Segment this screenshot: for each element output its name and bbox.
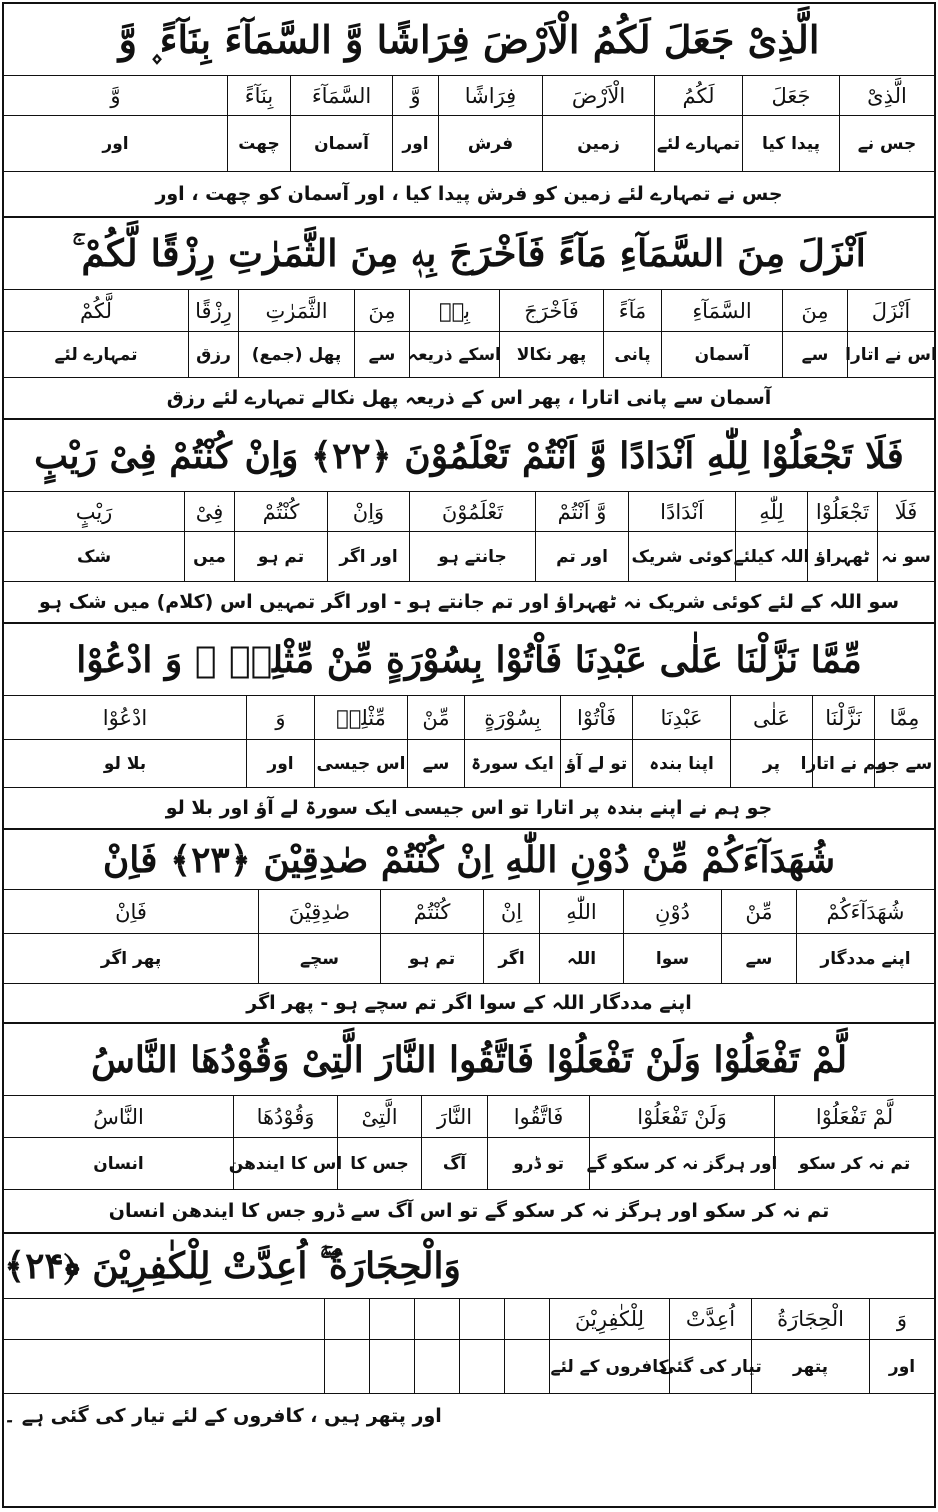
meaning-cell: اور [869, 1340, 934, 1393]
word-row [4, 492, 934, 532]
empty-cell [369, 1299, 414, 1339]
meaning-cell: اللہ کیلئے [735, 532, 807, 581]
word-cell: مِنَ [354, 290, 409, 331]
word-cell: فَلَا [877, 492, 934, 531]
meaning-cell: پیدا کیا [742, 116, 839, 171]
word-cell: لِلّٰهِ [735, 492, 807, 531]
word-cell: السَّمَآءَ [290, 76, 392, 115]
word-cell: النَّارَ [421, 1096, 487, 1137]
meaning-cell: ایک سورۃ [464, 740, 560, 787]
meaning-cell: شک [76, 546, 112, 567]
meaning-cell: اور تم [535, 532, 628, 581]
word-cell: تَجْعَلُوْا [807, 492, 877, 531]
translation-line: آسمان سے پانی اتارا ، پھر اس کے ذریعہ پھل نکالے تمہارے لئے رزق [166, 387, 772, 409]
ayah-text: لَّمْ تَفْعَلُوْا وَلَنْ تَفْعَلُوْا فَاتَّقُوا النَّارَ الَّتِیْ وَقُوْدُهَا النَّاسُ [4, 1024, 934, 1096]
word-cell: مِّنْ [721, 890, 796, 933]
meaning-cell: اور [102, 133, 129, 154]
meaning-cell: اور [392, 116, 438, 171]
translation-line: سو اللہ کے لئے کوئی شریک نہ ٹھہراؤ اور تم جانتے ہو - اور اگر تمہیں اس (کلام) میں شک ہو [38, 591, 900, 613]
ayah-text: وَالْحِجَارَةُ ۖۚ اُعِدَّتْ لِلْكٰفِرِیْنَ ﴿۲۴﴾ [4, 1244, 461, 1287]
ayah-text: الَّذِیْ جَعَلَ لَكُمُ الْاَرْضَ فِرَاشًا وَّ السَّمَآءَ بِنَآءً ۪ وَّ [4, 4, 934, 76]
meaning-cell: تم ہو [380, 934, 483, 983]
meaning-cell: چھت [227, 116, 290, 171]
word-cell: كُنْتُمْ [234, 492, 327, 531]
meaning-cell: ٹھہراؤ [807, 532, 877, 581]
meaning-cell: اگر [483, 934, 539, 983]
word-cell: وَّ [392, 76, 438, 115]
meaning-cell: سے [407, 740, 464, 787]
meaning-cell: سے [354, 332, 409, 377]
ayah-block-2 [4, 218, 937, 420]
ayah-text: اَنْزَلَ مِنَ السَّمَآءِ مَآءً فَاَخْرَجَ بِهٖ مِنَ الثَّمَرٰتِ رِزْقًا لَّكُمْ ۚ [4, 218, 934, 290]
word-cell: الَّذِیْ [839, 76, 934, 115]
word-cell: الْاَرْضَ [542, 76, 654, 115]
meaning-cell: سوا [623, 934, 721, 983]
word-cell: مَآءً [603, 290, 661, 331]
ayah-text: شُهَدَآءَكُمْ مِّنْ دُوْنِ اللّٰهِ اِنْ كُنْتُمْ صٰدِقِیْنَ ﴿۲۳﴾ فَاِنْ [4, 830, 934, 890]
word-cell: مِمَّا [874, 696, 934, 739]
word-row [4, 890, 934, 934]
ayah-text: فَلَا تَجْعَلُوْا لِلّٰهِ اَنْدَادًا وَّ اَنْتُمْ تَعْلَمُوْنَ ﴿۲۲﴾ وَاِنْ كُنْتُمْ فِیْ رَیْبٍ [4, 420, 934, 492]
meaning-cell: پر [730, 740, 812, 787]
meaning-row [4, 740, 934, 788]
meaning-cell: اسکے ذریعہ [409, 332, 499, 377]
meaning-row [4, 1138, 934, 1190]
meaning-cell: اس نے اتارا [847, 332, 934, 377]
word-cell: فَاَخْرَجَ [499, 290, 603, 331]
meaning-cell: سو نہ [877, 532, 934, 581]
word-cell: عَلٰى [730, 696, 812, 739]
meaning-cell: کافروں کے لئے [549, 1340, 669, 1393]
word-cell: وَاِنْ [327, 492, 409, 531]
meaning-cell: انسان [93, 1153, 144, 1174]
meaning-row [4, 1340, 934, 1394]
empty-cell [459, 1299, 504, 1339]
word-cell: فَاِنْ [115, 899, 147, 924]
meaning-cell: اس کا ایندھن [233, 1138, 337, 1189]
meaning-cell: تم ہو [234, 532, 327, 581]
translation-line: جس نے تمہارے لئے زمین کو فرش پیدا کیا ، اور آسمان کو چھت ، اور [155, 183, 783, 205]
empty-cell [369, 1340, 414, 1393]
word-cell: صٰدِقِیْنَ [258, 890, 380, 933]
meaning-cell: اپنا بندہ [632, 740, 730, 787]
meaning-row [4, 116, 934, 172]
empty-cell [4, 1340, 324, 1393]
word-cell: لَّكُمْ [80, 298, 112, 323]
word-cell: مِّنْ [407, 696, 464, 739]
translation-line: اور پتھر ہیں ، کافروں کے لئے تیار کی گئی ہے ۔ [4, 1405, 442, 1427]
word-cell: لَكُمُ [654, 76, 742, 115]
word-cell: اللّٰهِ [539, 890, 623, 933]
meaning-cell: آسمان [661, 332, 782, 377]
word-cell: عَبْدِنَا [632, 696, 730, 739]
meaning-cell: پھر نکالا [499, 332, 603, 377]
word-cell: السَّمَآءِ [661, 290, 782, 331]
empty-cell [459, 1340, 504, 1393]
word-cell: وَ [869, 1299, 934, 1339]
meaning-row [4, 934, 934, 984]
word-cell: وَ [246, 696, 314, 739]
word-cell: بِهٖ [409, 290, 499, 331]
meaning-cell: اس جیسی [314, 740, 407, 787]
ayah-block-7 [4, 1234, 934, 1438]
meaning-cell: میں [184, 532, 234, 581]
word-cell: وَّ اَنْتُمْ [535, 492, 628, 531]
meaning-cell: تم نہ کر سکو [774, 1138, 934, 1189]
meaning-cell: ہم نے اتارا [812, 740, 874, 787]
meaning-cell: فرش [438, 116, 542, 171]
meaning-row [4, 532, 934, 582]
ayah-block-1 [4, 4, 934, 218]
word-row [4, 76, 934, 116]
word-cell: اَنْزَلَ [847, 290, 934, 331]
word-cell: الثَّمَرٰتِ [238, 290, 354, 331]
word-cell: لِلْكٰفِرِیْنَ [549, 1299, 669, 1339]
empty-cell [504, 1299, 549, 1339]
meaning-cell: سے جو [874, 740, 934, 787]
meaning-cell: اور ہرگز نہ کر سکو گے [589, 1138, 774, 1189]
meaning-cell: تمہارے لئے [654, 116, 742, 171]
quran-word-by-word-page [2, 2, 936, 1508]
word-cell: وَقُوْدُهَا [233, 1096, 337, 1137]
word-cell: فِیْ [184, 492, 234, 531]
word-cell: وَلَنْ تَفْعَلُوْا [589, 1096, 774, 1137]
meaning-cell: تمہارے لئے [54, 345, 138, 365]
meaning-cell: کوئی شریک [628, 532, 735, 581]
meaning-cell: تیار کی گئی [669, 1340, 751, 1393]
meaning-cell: اپنے مددگار [796, 934, 934, 983]
translation-line: اپنے مددگار اللہ کے سوا اگر تم سچے ہو - پھر اگر [246, 992, 692, 1014]
meaning-cell: جس نے [839, 116, 934, 171]
ayah-block-5 [4, 830, 934, 1024]
word-cell: وَّ [110, 83, 121, 108]
meaning-cell: تو ڈرو [487, 1138, 589, 1189]
word-cell: فَاْتُوْا [560, 696, 632, 739]
word-cell: كُنْتُمْ [380, 890, 483, 933]
word-cell: مِنَ [782, 290, 847, 331]
meaning-cell: پتھر [751, 1340, 869, 1393]
word-cell: جَعَلَ [742, 76, 839, 115]
translation-line: جو ہم نے اپنے بندہ پر اتارا تو اس جیسی ایک سورۃ لے آؤ اور بلا لو [165, 797, 773, 819]
word-cell: رَیْبٍ [75, 499, 113, 524]
word-cell: دُوْنِ [623, 890, 721, 933]
word-cell: الَّتِیْ [337, 1096, 421, 1137]
meaning-cell: رزق [188, 332, 238, 377]
word-cell: ادْعُوْا [102, 705, 148, 730]
word-cell: اِنْ [483, 890, 539, 933]
empty-cell [414, 1299, 459, 1339]
meaning-cell: پھل (جمع) [238, 332, 354, 377]
word-row [4, 696, 934, 740]
meaning-cell: اور اگر [327, 532, 409, 581]
meaning-cell: سچے [258, 934, 380, 983]
meaning-row [4, 332, 937, 378]
empty-cell [414, 1340, 459, 1393]
word-row [4, 1298, 934, 1340]
meaning-cell: جانتے ہو [409, 532, 535, 581]
word-cell: اُعِدَّتْ [669, 1299, 751, 1339]
translation-line: تم نہ کر سکو اور ہرگز نہ کر سکو گے تو اس آگ سے ڈرو جس کا ایندھن انسان [108, 1200, 830, 1222]
word-cell: لَّمْ تَفْعَلُوْا [774, 1096, 934, 1137]
meaning-cell: آسمان [290, 116, 392, 171]
word-cell: شُهَدَآءَكُمْ [796, 890, 934, 933]
word-cell: فِرَاشًا [438, 76, 542, 115]
meaning-cell: سے [782, 332, 847, 377]
meaning-cell: جس کا [337, 1138, 421, 1189]
word-row [4, 1096, 934, 1138]
word-cell: اَنْدَادًا [628, 492, 735, 531]
empty-cell [324, 1340, 369, 1393]
meaning-cell: پانی [603, 332, 661, 377]
meaning-cell: آگ [421, 1138, 487, 1189]
word-cell: بِنَآءً [227, 76, 290, 115]
word-cell: الْحِجَارَةُ [751, 1299, 869, 1339]
meaning-cell: اللہ [539, 934, 623, 983]
meaning-cell: اور [246, 740, 314, 787]
ayah-text: مِّمَّا نَزَّلْنَا عَلٰى عَبْدِنَا فَاْتُوْا بِسُوْرَةٍ مِّنْ مِّثْلِهٖ ۠ وَ ادْعُوْا [4, 624, 934, 696]
word-cell: مِّثْلِهٖ [314, 696, 407, 739]
meaning-cell: زمین [542, 116, 654, 171]
meaning-cell: پھر اگر [100, 948, 162, 969]
word-cell: نَزَّلْنَا [812, 696, 874, 739]
ayah-block-6 [4, 1024, 934, 1234]
word-row [4, 290, 934, 332]
word-cell: فَاتَّقُوا [487, 1096, 589, 1137]
meaning-cell: بلا لو [103, 753, 147, 774]
empty-cell [4, 1299, 324, 1339]
meaning-cell: سے [721, 934, 796, 983]
ayah-block-3 [4, 420, 934, 624]
meaning-cell: تو لے آؤ [560, 740, 632, 787]
word-cell: تَعْلَمُوْنَ [409, 492, 535, 531]
word-cell: النَّاسُ [93, 1104, 144, 1129]
word-cell: رِزْقًا [188, 290, 238, 331]
empty-cell [504, 1340, 549, 1393]
ayah-block-4 [4, 624, 934, 830]
empty-cell [324, 1299, 369, 1339]
word-cell: بِسُوْرَةٍ [464, 696, 560, 739]
